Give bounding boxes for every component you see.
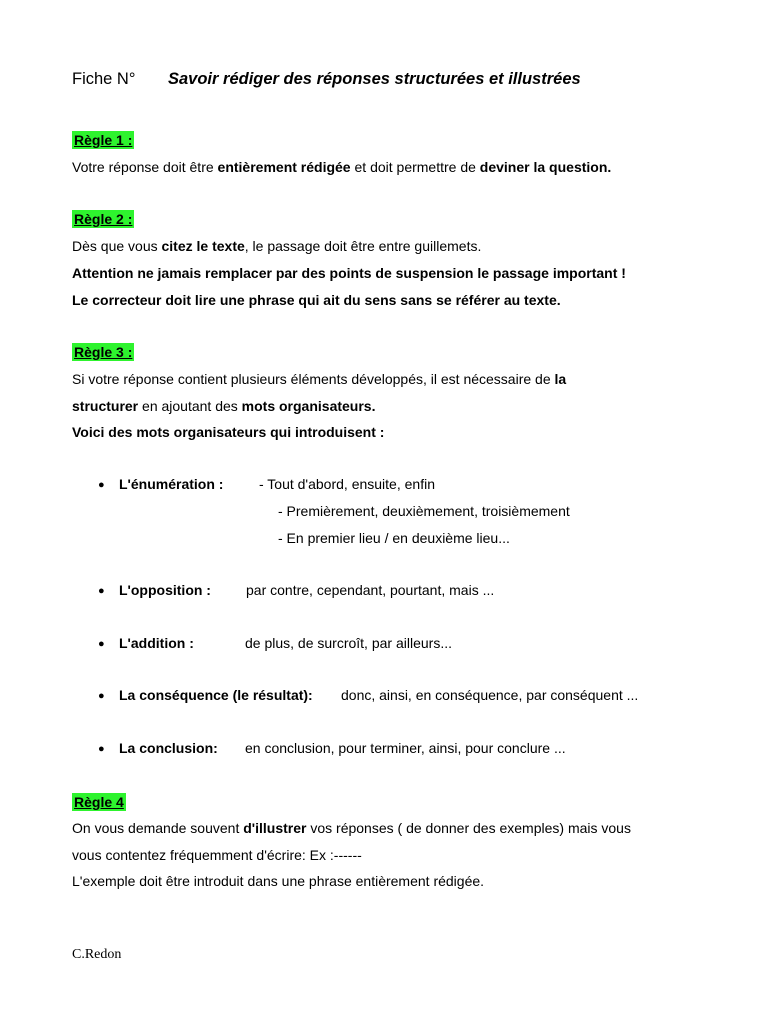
rule-3-text-part: en ajoutant des: [138, 398, 242, 414]
rule-1-text: [72, 158, 611, 176]
rule-3-heading: Règle 3 :: [74, 344, 133, 360]
rule-2-text-part: Dès que vous: [72, 238, 162, 254]
bullet-icon: ●: [98, 743, 105, 755]
rule-2-text-part: , le passage doit être entre guillemets.: [244, 238, 482, 254]
bullet-icon: ●: [98, 479, 105, 491]
rule-3-text-bold: la: [554, 371, 567, 387]
rule-1-text-bold: deviner la question.: [479, 159, 612, 175]
rule-4-heading: Règle 4: [74, 794, 124, 810]
rule-2-line-1: [72, 237, 481, 255]
rule-4-line-1: [72, 819, 631, 837]
organizer-label: La conclusion:: [119, 740, 218, 756]
rule-3-line-1: [72, 370, 566, 388]
organizer-label: L'énumération :: [119, 476, 224, 492]
rule-4-text-bold: d'illustrer: [243, 820, 307, 836]
organizer-label: L'addition :: [119, 635, 194, 651]
organizer-value: - Tout d'abord, ensuite, enfin: [259, 476, 435, 492]
rule-4-line-3: L'exemple doit être introduit dans une phrase entièrement rédigée.: [72, 873, 485, 889]
rule-1-text-part: et doit permettre de: [350, 159, 480, 175]
rule-4-text-part: On vous demande souvent: [72, 820, 244, 836]
bullet-icon: ●: [98, 585, 105, 597]
organizer-label: La conséquence (le résultat):: [119, 687, 313, 703]
organizer-value: - Premièrement, deuxièmement, troisièmement: [278, 503, 570, 519]
bullet-icon: ●: [98, 638, 105, 650]
organizer-label: L'opposition :: [119, 582, 211, 598]
rule-2-text-bold: citez le texte: [161, 238, 245, 254]
page-title: [72, 68, 581, 90]
organizer-value: en conclusion, pour terminer, ainsi, pour conclure ...: [245, 740, 566, 756]
rule-3-text-bold: structurer: [72, 398, 139, 414]
rule-4-line-2: vous contentez fréquemment d'écrire: Ex :------: [72, 847, 362, 863]
rule-2-line-2: Attention ne jamais remplacer par des points de suspension le passage important !: [72, 265, 626, 281]
fiche-label: Fiche N°: [72, 70, 136, 88]
footer-author: C.Redon: [72, 947, 122, 962]
rule-2-heading: Règle 2 :: [74, 211, 133, 227]
organizer-value: donc, ainsi, en conséquence, par conséquent ...: [341, 687, 639, 703]
rule-1-text-part: Votre réponse doit être: [72, 159, 218, 175]
organizer-value: - En premier lieu / en deuxième lieu...: [278, 530, 510, 546]
rule-3-text-part: Si votre réponse contient plusieurs éléments développés, il est nécessaire de: [72, 371, 555, 387]
rule-1-heading: Règle 1 :: [74, 132, 133, 148]
rule-4-text-part: vos réponses ( de donner des exemples) mais vous: [306, 820, 631, 836]
fiche-subject: Savoir rédiger des réponses structurées et illustrées: [168, 70, 581, 88]
organizer-value: par contre, cependant, pourtant, mais ...: [246, 582, 495, 598]
rule-3-text-bold: mots organisateurs.: [241, 398, 376, 414]
rule-2-line-3: Le correcteur doit lire une phrase qui ait du sens sans se référer au texte.: [72, 292, 561, 308]
bullet-icon: ●: [98, 690, 105, 702]
rule-1-text-bold: entièrement rédigée: [217, 159, 351, 175]
rule-3-line-3: Voici des mots organisateurs qui introduisent :: [72, 424, 385, 440]
organizer-value: de plus, de surcroît, par ailleurs...: [245, 635, 452, 651]
rule-3-line-2: [72, 397, 376, 415]
